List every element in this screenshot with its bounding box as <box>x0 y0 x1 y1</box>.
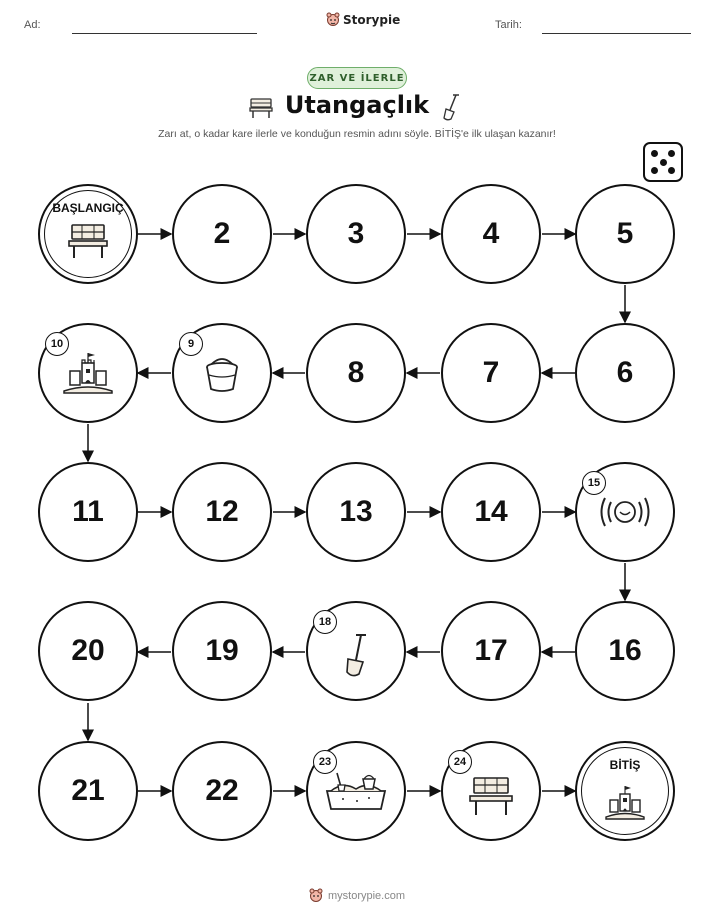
date-label: Tarih: <box>495 19 522 31</box>
cell-19 <box>172 601 272 701</box>
start-label: BAŞLANGIÇ <box>52 201 124 215</box>
cell-13 <box>306 462 406 562</box>
cell-number: 11 <box>72 495 104 528</box>
cell-14 <box>441 462 541 562</box>
cell-number: 21 <box>71 774 105 807</box>
cell-number-tag: 10 <box>45 332 69 356</box>
cell-20 <box>38 601 138 701</box>
cell-4 <box>441 184 541 284</box>
cell-17 <box>441 601 541 701</box>
cell-5 <box>575 184 675 284</box>
instructions: Zarı at, o kadar kare ilerle ve konduğun resmin adını söyle. BİTİŞ'e ilk ulaşan kazanır! <box>158 128 556 140</box>
page-title: Utangaçlık <box>284 91 430 119</box>
name-label: Ad: <box>24 19 41 31</box>
footer-url: mystorypie.com <box>327 890 406 902</box>
cell-number: 3 <box>347 217 365 250</box>
cell-22 <box>172 741 272 841</box>
cell-start <box>38 184 138 284</box>
cell-2 <box>172 184 272 284</box>
cell-8 <box>306 323 406 423</box>
cell-11 <box>38 462 138 562</box>
sandcastle-icon <box>604 784 646 822</box>
shy-sound-icon <box>597 492 653 532</box>
cell-number: 6 <box>616 356 634 389</box>
cell-18 <box>306 601 406 701</box>
game-type-badge: ZAR VE İLERLE <box>307 67 407 89</box>
cell-number-tag: 23 <box>313 750 337 774</box>
sandcastle-icon <box>61 349 115 397</box>
cell-number: 4 <box>482 217 500 250</box>
cell-number: 7 <box>482 356 500 389</box>
cell-number: 2 <box>213 217 231 250</box>
cell-number: 20 <box>71 634 105 667</box>
cell-number: 22 <box>205 774 239 807</box>
cell-number-tag: 15 <box>582 471 606 495</box>
cell-3 <box>306 184 406 284</box>
cell-number-tag: 9 <box>179 332 203 356</box>
sandbox-icon <box>323 769 389 813</box>
cell-finish <box>575 741 675 841</box>
bucket-icon <box>201 351 243 395</box>
cell-number: 5 <box>616 217 634 250</box>
cell-6 <box>575 323 675 423</box>
cell-10 <box>38 323 138 423</box>
cell-15 <box>575 462 675 562</box>
finish-label: BİTİŞ <box>609 758 641 772</box>
storypie-mascot-icon <box>309 888 323 904</box>
brand-name: Storypie <box>343 13 401 27</box>
cell-number: 14 <box>474 495 508 528</box>
cell-number: 19 <box>205 634 239 667</box>
cell-number-tag: 18 <box>313 610 337 634</box>
cell-9 <box>172 323 272 423</box>
bench-icon <box>467 775 515 819</box>
cell-7 <box>441 323 541 423</box>
cell-21 <box>38 741 138 841</box>
cell-16 <box>575 601 675 701</box>
cell-23 <box>306 741 406 841</box>
cell-24 <box>441 741 541 841</box>
cell-12 <box>172 462 272 562</box>
cell-number: 16 <box>608 634 642 667</box>
cell-number: 13 <box>339 495 373 528</box>
cell-number: 8 <box>347 356 365 389</box>
cell-number-tag: 24 <box>448 750 472 774</box>
shovel-icon <box>339 630 373 680</box>
bench-icon <box>66 222 110 262</box>
cell-number: 12 <box>205 495 239 528</box>
cell-number: 17 <box>474 634 508 667</box>
footer <box>0 888 714 904</box>
